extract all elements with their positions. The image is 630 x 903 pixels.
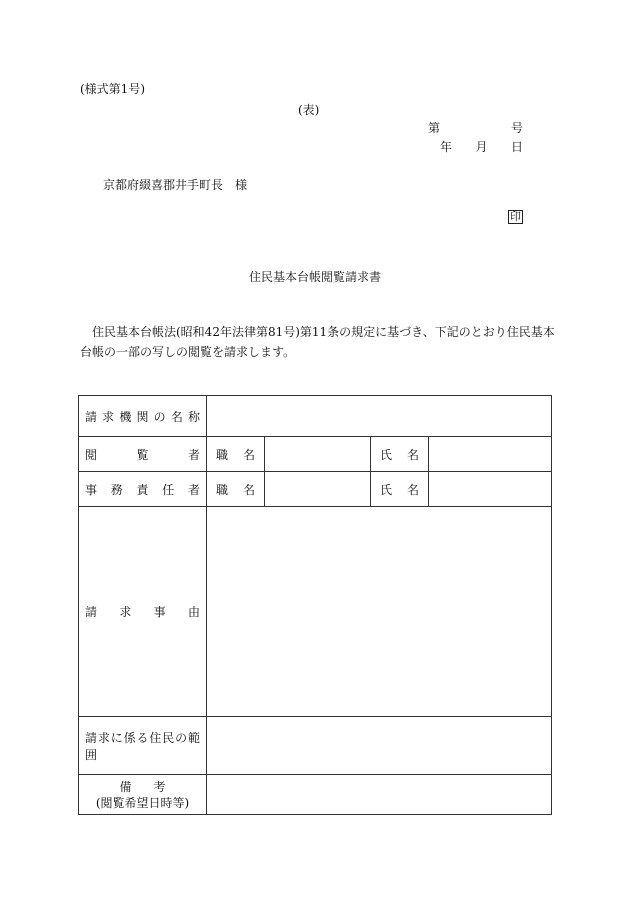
reason-label: 請求事由 xyxy=(79,507,207,717)
row-scope xyxy=(79,717,552,775)
addressee: 京都府綴喜郡井手町長 様 xyxy=(103,178,248,192)
scope-label: 請求に係る住民の範囲 xyxy=(79,717,207,775)
reason-field[interactable] xyxy=(207,507,552,717)
row-requesting-org xyxy=(79,396,552,437)
row-reason xyxy=(79,507,552,717)
officer-name-label: 氏名 xyxy=(371,472,429,507)
row-viewer xyxy=(79,437,552,472)
viewer-label: 閲覧者 xyxy=(79,437,207,472)
requesting-org-label: 請求機関の名称 xyxy=(79,396,207,437)
requesting-org-field[interactable] xyxy=(207,396,552,437)
date-day: 日 xyxy=(510,140,523,154)
remarks-field[interactable] xyxy=(207,775,552,815)
viewer-name-label: 氏名 xyxy=(371,437,429,472)
side-label: (表) xyxy=(298,103,320,117)
remarks-label-cell xyxy=(79,775,207,815)
viewer-position-label: 職名 xyxy=(207,437,265,472)
officer-name-field[interactable] xyxy=(429,472,552,507)
remarks-sublabel: (閲覧希望日時等) xyxy=(95,795,190,810)
document-number xyxy=(428,119,523,136)
doc-number-prefix: 第 xyxy=(428,121,441,135)
row-officer xyxy=(79,472,552,507)
date-month: 月 xyxy=(475,140,488,154)
doc-number-suffix: 号 xyxy=(510,121,523,135)
form-number: (様式第1号) xyxy=(80,82,145,96)
remarks-label: 備考 xyxy=(119,779,188,794)
request-statement: 住民基本台帳法(昭和42年法律第81号)第11条の規定に基づき、下記のとおり住民基本台帳の一部の写しの閲覧を請求します。 xyxy=(80,325,555,359)
officer-position-label: 職名 xyxy=(207,472,265,507)
document-title: 住民基本台帳閲覧請求書 xyxy=(248,270,381,284)
officer-position-field[interactable] xyxy=(265,472,371,507)
seal-mark: 印 xyxy=(510,210,521,223)
officer-label: 事務責任者 xyxy=(79,472,207,507)
viewer-name-field[interactable] xyxy=(429,437,552,472)
viewer-position-field[interactable] xyxy=(265,437,371,472)
row-remarks xyxy=(79,775,552,815)
request-form-table xyxy=(78,395,552,815)
date-year: 年 xyxy=(440,140,453,154)
scope-field[interactable] xyxy=(207,717,552,775)
document-date xyxy=(440,138,523,155)
